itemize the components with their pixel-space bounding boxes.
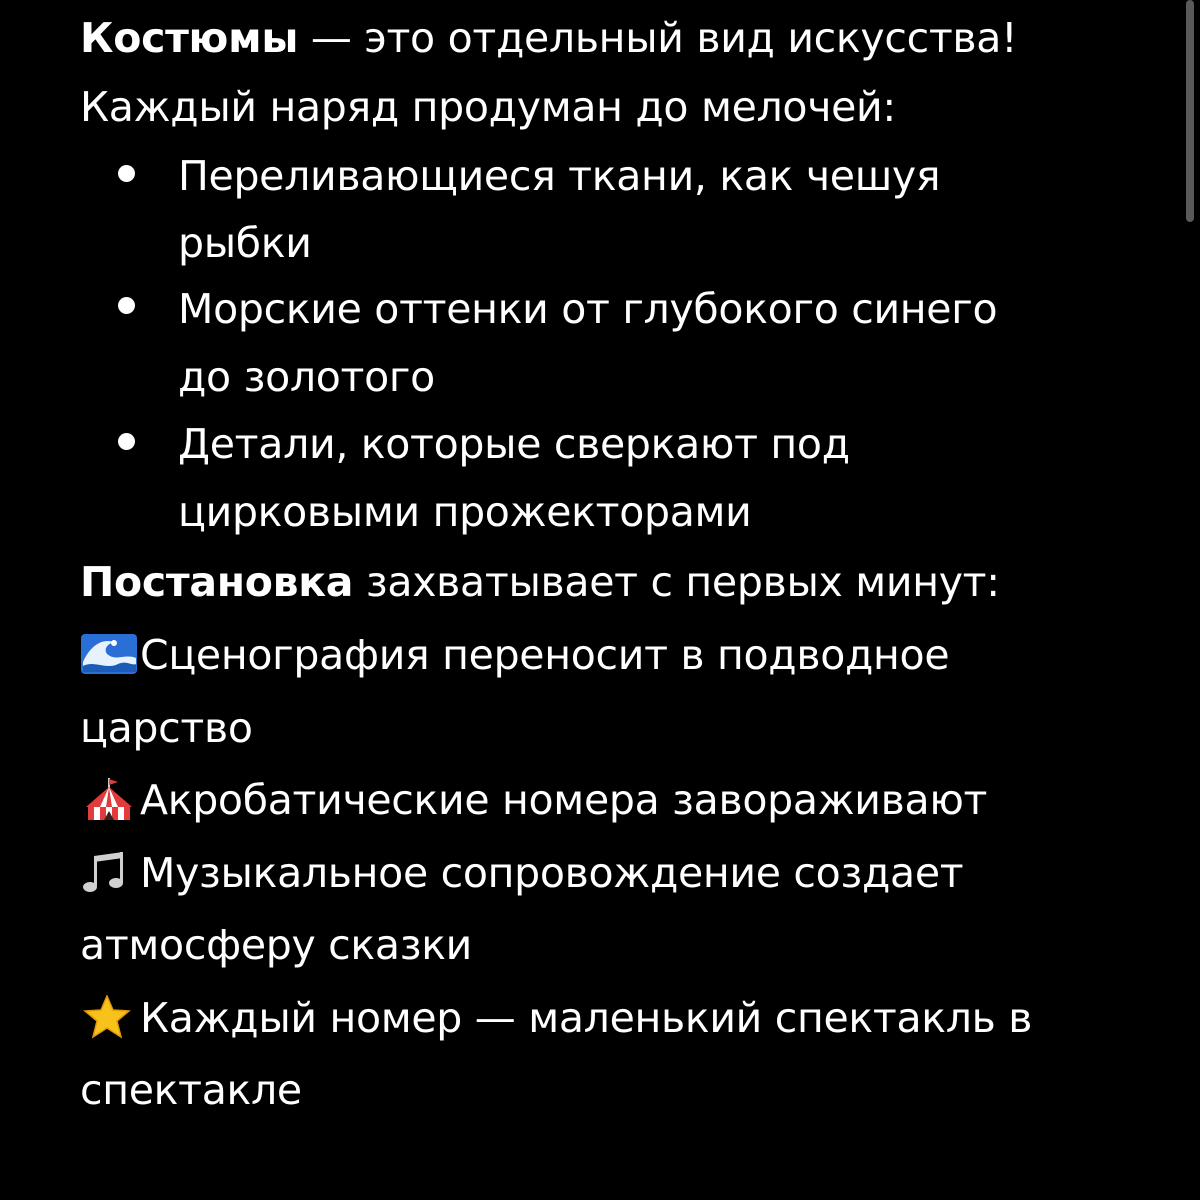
- costumes-rest: — это отдельный вид искусства!: [298, 14, 1018, 62]
- bullet-item-3-line2: цирковыми прожекторами: [178, 488, 752, 536]
- highlight-1-line2: царство: [80, 704, 253, 752]
- highlight-4-line2: спектакле: [80, 1066, 302, 1114]
- highlight-4-line1: [80, 993, 1032, 1043]
- highlight-1-line1: [80, 630, 949, 680]
- bullet-item-1-line1: Переливающиеся ткани, как чешуя: [178, 152, 941, 200]
- highlight-3-text: Музыкальное сопровождение создает: [140, 849, 964, 897]
- highlight-2-text: Акробатические номера завораживают: [140, 776, 988, 824]
- bullet-item-2-line1: Морские оттенки от глубокого синего: [178, 285, 998, 333]
- wave-icon: [80, 632, 140, 676]
- staging-line: [80, 557, 1000, 607]
- costumes-bold: Костюмы: [80, 14, 299, 62]
- bullet-dot: [118, 297, 135, 314]
- music-notes-icon: [80, 850, 140, 894]
- circus-tent-icon: [80, 777, 140, 821]
- detail-line: Каждый наряд продуман до мелочей:: [80, 83, 896, 131]
- highlight-3-line1: [80, 848, 963, 898]
- staging-rest: захватывает с первых минут:: [353, 558, 1000, 606]
- star-icon: [80, 995, 140, 1039]
- costumes-line: [80, 13, 1017, 63]
- highlight-2-line1: [80, 775, 987, 825]
- highlight-3-line2: атмосферу сказки: [80, 921, 473, 969]
- staging-bold: Постановка: [80, 558, 354, 606]
- bullet-item-1-line2: рыбки: [178, 219, 312, 267]
- highlight-4-text: Каждый номер — маленький спектакль в: [140, 994, 1033, 1042]
- bullet-item-2-line2: до золотого: [178, 353, 435, 401]
- highlight-1-text: Сценография переносит в подводное: [140, 631, 950, 679]
- bullet-dot: [118, 433, 135, 450]
- scrollbar[interactable]: [1186, 0, 1194, 222]
- bullet-item-3-line1: Детали, которые сверкают под: [178, 420, 850, 468]
- bullet-dot: [118, 165, 135, 182]
